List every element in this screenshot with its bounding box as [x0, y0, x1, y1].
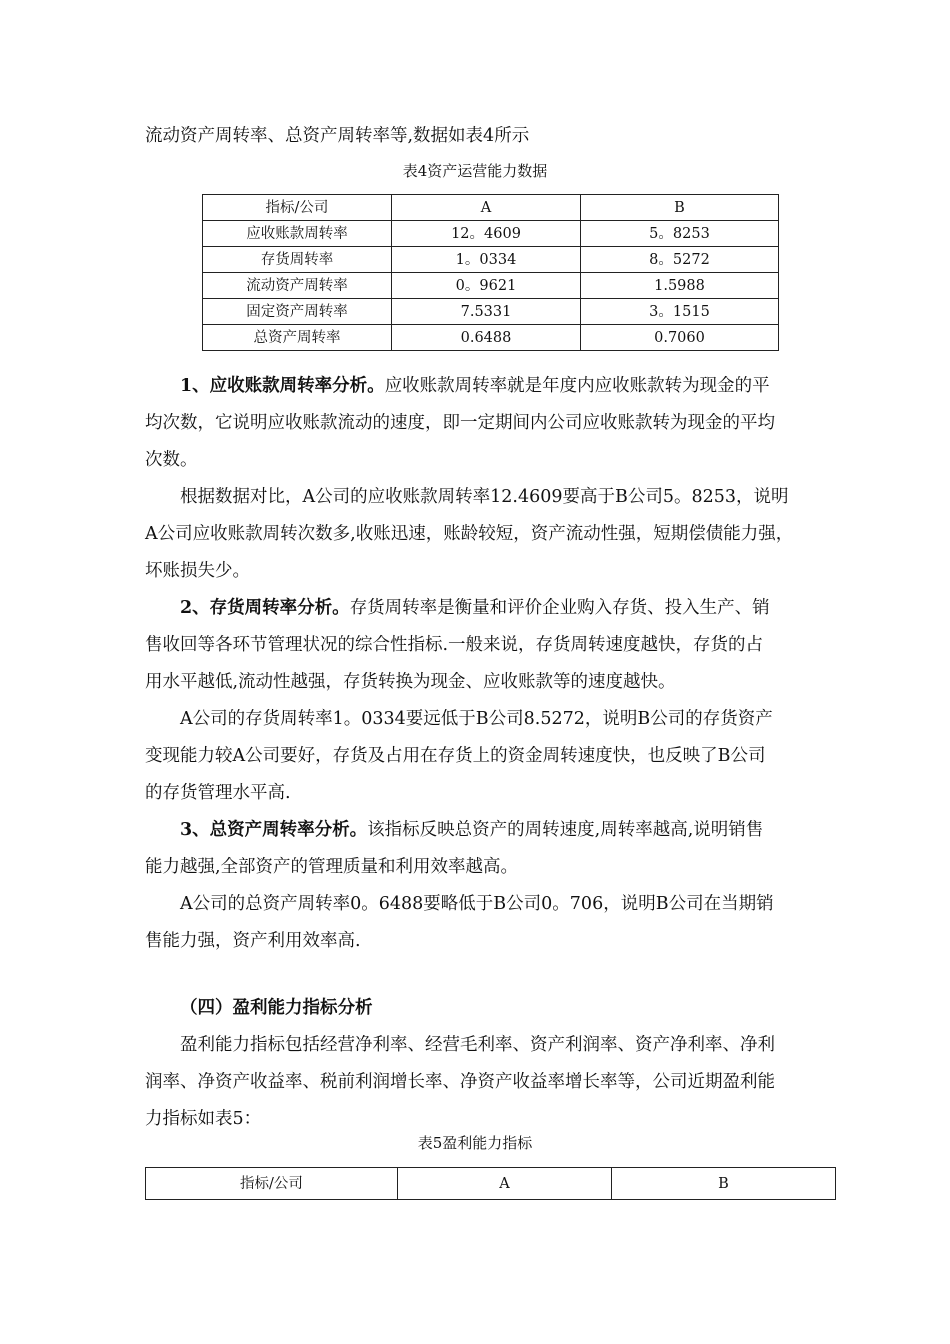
paragraph-line: 润率、净资产收益率、税前利润增长率、净资产收益率增长率等，公司近期盈利能: [145, 1072, 775, 1092]
table-cell: 0.6488: [392, 325, 581, 351]
table-cell: 3。1515: [581, 299, 779, 325]
paragraph-line: 的存货管理水平高.: [145, 783, 291, 803]
table5-header-cell: A: [398, 1168, 612, 1200]
table-cell: 总资产周转率: [203, 325, 392, 351]
table-cell: 流动资产周转率: [203, 273, 392, 299]
section2-heading: 2、存货周转率分析。: [180, 598, 350, 618]
section1-paragraph-line: 次数。: [145, 450, 198, 470]
table-row: [203, 273, 779, 299]
table4: [202, 194, 779, 351]
table4-header-cell: B: [581, 195, 779, 221]
section1-heading: 1、应收账款周转率分析。: [180, 376, 385, 396]
section2-paragraph-line: 售收回等各环节管理状况的综合性指标.一般来说，存货周转速度越快，存货的占: [145, 635, 764, 655]
section2-paragraph-line: [180, 596, 770, 620]
table4-caption: 表4资产运营能力数据: [402, 162, 548, 180]
section1-paragraph-line: 均次数，它说明应收账款流动的速度，即一定期间内公司应收账款转为现金的平均: [145, 413, 775, 433]
section3-paragraph-line: [180, 818, 763, 842]
section3-heading: 3、总资产周转率分析。: [180, 820, 368, 840]
table5-header-cell: B: [612, 1168, 836, 1200]
table-cell: 存货周转率: [203, 247, 392, 273]
paragraph-line: 力指标如表5：: [145, 1109, 262, 1129]
table-cell: 0。9621: [392, 273, 581, 299]
section3-paragraph-line: 能力越强,全部资产的管理质量和利用效率越高。: [145, 857, 519, 877]
paragraph-line: 变现能力较A公司要好，存货及占用在存货上的资金周转速度快，也反映了B公司: [145, 746, 766, 766]
table4-header-cell: 指标/公司: [203, 195, 392, 221]
section1-text: 应收账款周转率就是年度内应收账款转为现金的平: [384, 376, 770, 396]
table5-header-row: [146, 1168, 836, 1200]
table-cell: 0.7060: [581, 325, 779, 351]
paragraph-line: A公司的总资产周转率0。6488要略低于B公司0。706，说明B公司在当期销: [180, 894, 774, 914]
section2-paragraph-line: 用水平越低,流动性越强，存货转换为现金、应收账款等的速度越快。: [145, 672, 676, 692]
table-cell: 应收账款周转率: [203, 221, 392, 247]
paragraph-line: 根据数据对比，A公司的应收账款周转率12.4609要高于B公司5。8253，说明: [180, 487, 789, 507]
section3-text: 该指标反映总资产的周转速度,周转率越高,说明销售: [367, 820, 764, 840]
section4-heading: （四）盈利能力指标分析: [180, 998, 373, 1018]
table4-header-cell: A: [392, 195, 581, 221]
table-row: [203, 325, 779, 351]
table-cell: 7.5331: [392, 299, 581, 325]
table5-caption: 表5盈利能力指标: [417, 1134, 533, 1152]
table5: [145, 1167, 836, 1200]
table-cell: 1.5988: [581, 273, 779, 299]
paragraph-line: 坏账损失少。: [145, 561, 250, 581]
section1-paragraph-line: [180, 374, 770, 398]
section2-text: 存货周转率是衡量和评价企业购入存货、投入生产、销: [349, 598, 770, 618]
paragraph-line: A公司应收账款周转次数多,收账迅速，账龄较短，资产流动性强，短期偿债能力强，: [145, 524, 794, 544]
table-cell: 12。4609: [392, 221, 581, 247]
intro-line: 流动资产周转率、总资产周转率等,数据如表4所示: [145, 126, 530, 146]
paragraph-line: 盈利能力指标包括经营净利率、经营毛利率、资产利润率、资产净利率、净利: [180, 1035, 775, 1055]
table-cell: 固定资产周转率: [203, 299, 392, 325]
paragraph-line: 售能力强，资产利用效率高.: [145, 931, 361, 951]
table-cell: 8。5272: [581, 247, 779, 273]
table5-header-cell: 指标/公司: [146, 1168, 398, 1200]
table-cell: 5。8253: [581, 221, 779, 247]
paragraph-line: A公司的存货周转率1。0334要远低于B公司8.5272，说明B公司的存货资产: [180, 709, 773, 729]
table-cell: 1。0334: [392, 247, 581, 273]
table4-header-row: [203, 195, 779, 221]
table-row: [203, 299, 779, 325]
table-row: [203, 221, 779, 247]
table-row: [203, 247, 779, 273]
